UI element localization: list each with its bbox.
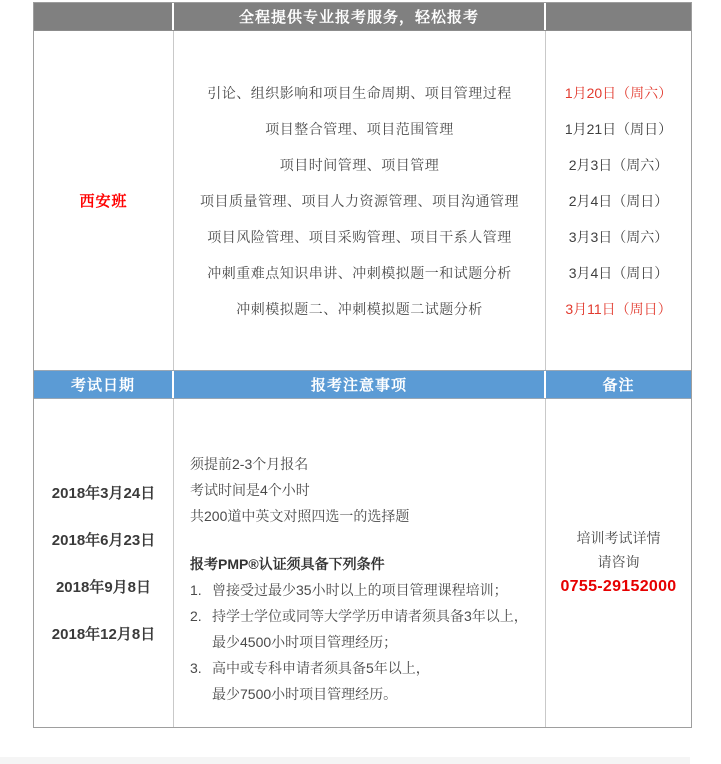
exam-date-item: 2018年9月8日 (55, 579, 152, 596)
requirement-number: 1. (190, 582, 202, 598)
course-date: 2月3日（周六） (568, 156, 669, 173)
contact-line: 请咨询 (597, 554, 640, 570)
requirement-item (190, 655, 531, 707)
course-schedule-row (34, 31, 691, 370)
requirement-text-line: 持学士学位或同等大学学历申请者须具备3年以上， (212, 608, 528, 624)
note-line: 共200道中英文对照四选一的选择题 (190, 508, 410, 524)
course-date: 1月20日（周六） (564, 84, 673, 101)
top-header-empty-right (546, 3, 691, 30)
section2-header-row (34, 370, 691, 399)
schedule-table (33, 2, 692, 728)
top-header-title: 全程提供专业报考服务，轻松报考 (174, 3, 546, 30)
course-date-list (546, 31, 691, 370)
course-list (174, 31, 546, 370)
course-date: 2月4日（周日） (568, 192, 669, 209)
requirement-item (190, 577, 531, 603)
course-item: 项目整合管理、项目范围管理 (265, 120, 454, 137)
course-item: 引论、组织影响和项目生命周期、项目管理过程 (207, 84, 512, 101)
contact-phone: 0755-29152000 (560, 578, 677, 595)
requirements-title: 报考PMP®认证须具备下列条件 (190, 556, 385, 572)
class-name-cell (34, 31, 174, 370)
course-date: 1月21日（周日） (564, 120, 673, 137)
requirement-text-line: 高中或专科申请者须具备5年以上， (212, 660, 430, 676)
requirement-item (190, 603, 531, 655)
course-item: 项目质量管理、项目人力资源管理、项目沟通管理 (200, 192, 519, 209)
top-header-row (34, 3, 691, 31)
class-name-label: 西安班 (79, 193, 128, 210)
course-date: 3月11日（周日） (565, 300, 672, 317)
contact-remark (546, 399, 691, 727)
course-item: 项目风险管理、项目采购管理、项目干系人管理 (207, 228, 512, 245)
header-remark: 备注 (602, 377, 635, 394)
requirement-text-line: 最少7500小时项目管理经历。 (212, 686, 398, 702)
requirement-text: 曾接受过最少35小时以上的项目管理课程培训； (212, 582, 508, 598)
note-line: 须提前2-3个月报名 (190, 456, 309, 472)
exam-info-row (34, 399, 691, 727)
course-item: 项目时间管理、项目管理 (279, 156, 440, 173)
requirement-number: 2. (190, 608, 202, 624)
exam-date-item: 2018年3月24日 (51, 485, 156, 502)
course-date: 3月3日（周六） (568, 228, 669, 245)
next-section-edge (0, 757, 690, 764)
requirement-text (212, 655, 531, 707)
course-item: 冲刺模拟题二、冲刺模拟题二试题分析 (236, 300, 483, 317)
requirement-text-line: 最少4500小时项目管理经历； (212, 634, 398, 650)
requirement-number: 3. (190, 660, 202, 676)
registration-notes (174, 399, 546, 727)
exam-date-item: 2018年6月23日 (51, 532, 156, 549)
course-item: 冲刺重难点知识串讲、冲刺模拟题一和试题分析 (207, 264, 512, 281)
contact-line: 培训考试详情 (576, 530, 661, 546)
course-date: 3月4日（周日） (568, 264, 669, 281)
exam-date-list (34, 399, 174, 727)
header-exam-date: 考试日期 (34, 371, 174, 398)
exam-date-item: 2018年12月8日 (51, 626, 156, 643)
requirement-text (212, 603, 531, 655)
note-line: 考试时间是4个小时 (190, 482, 310, 498)
top-header-empty-left (34, 3, 174, 30)
header-notes: 报考注意事项 (174, 371, 546, 398)
